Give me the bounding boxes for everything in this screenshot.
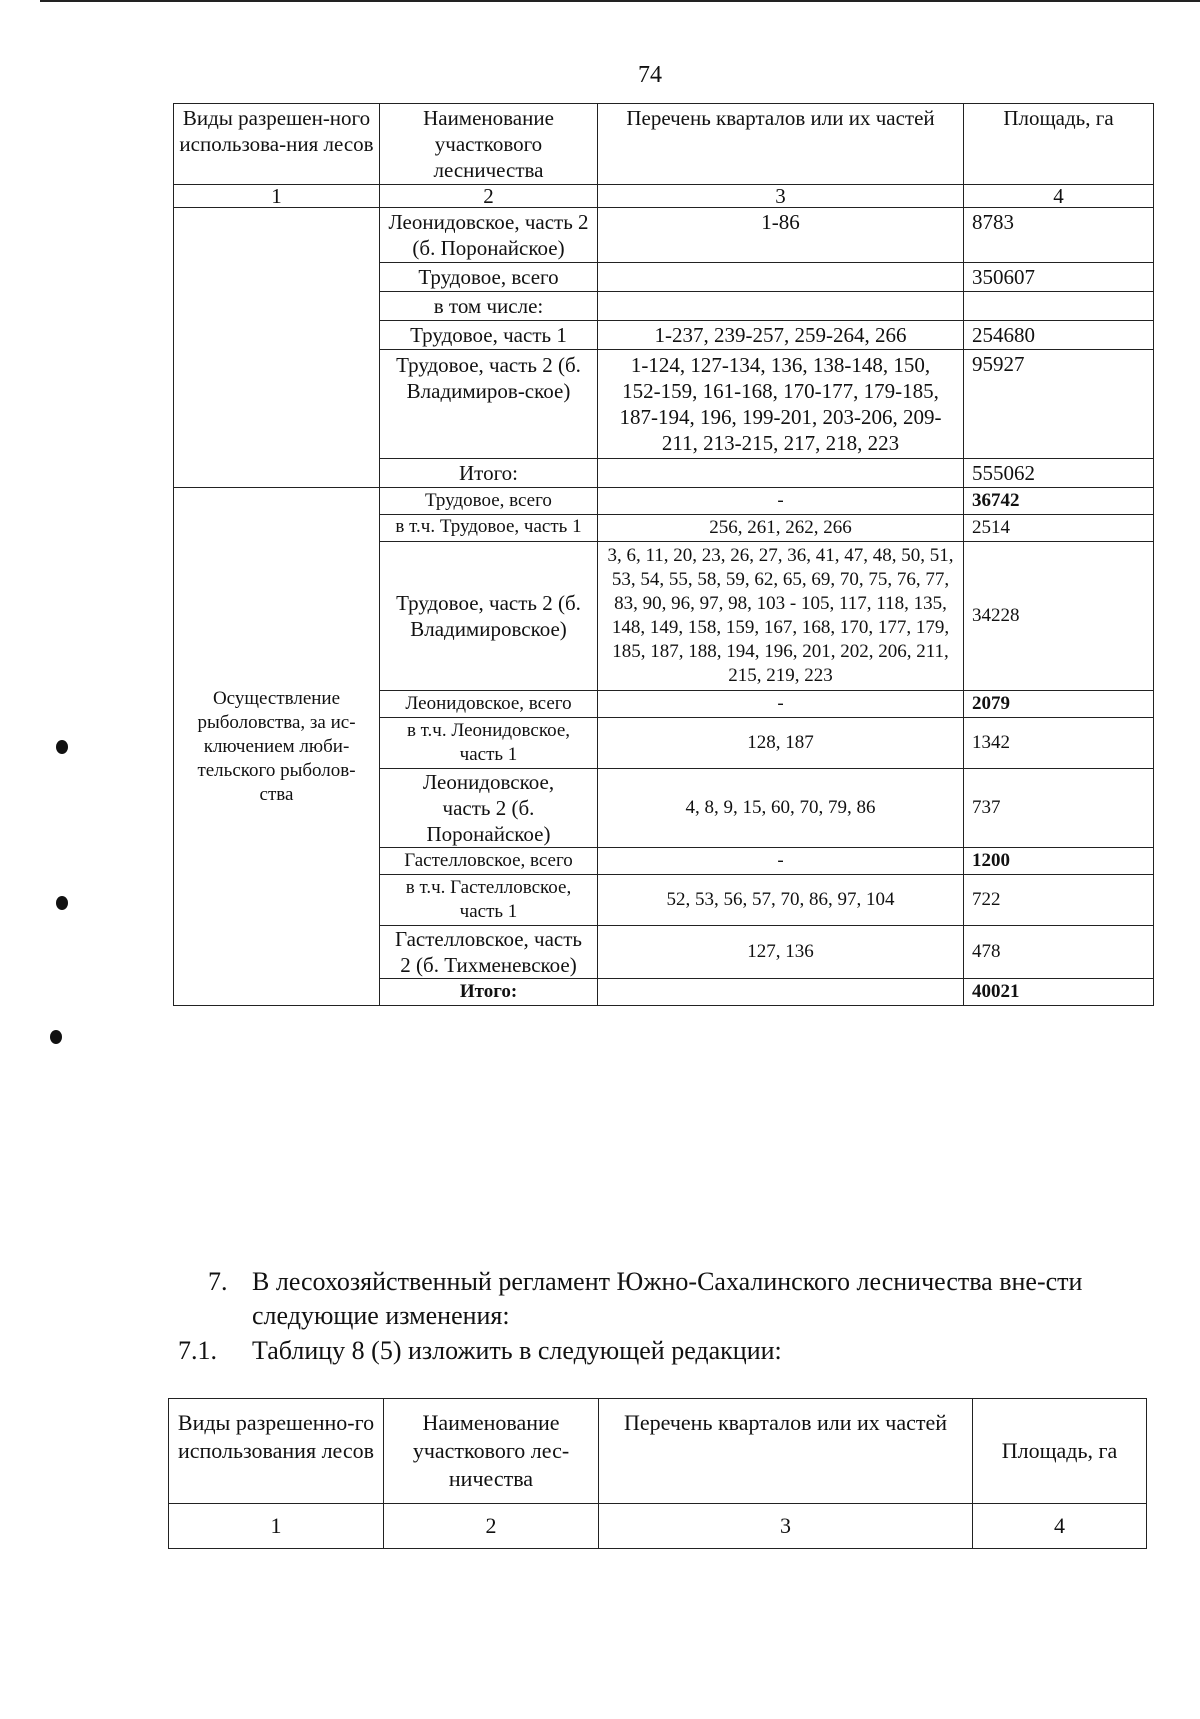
col-number: 4 [964,185,1154,208]
forestry-name: в том числе: [380,292,598,321]
header-area: Площадь, га [973,1399,1147,1504]
header-use-type: Виды разрешен-ного использова-ния лесов [174,104,380,185]
quarters [598,292,964,321]
quarters [598,459,964,488]
col-number: 4 [973,1504,1147,1549]
forestry-name: Гастелловское, всего [380,848,598,875]
col-number: 2 [384,1504,599,1549]
header-quarters: Перечень кварталов или их частей [598,104,964,185]
quarters: 52, 53, 56, 57, 70, 86, 97, 104 [598,875,964,926]
quarters: 127, 136 [598,926,964,979]
header-area: Площадь, га [964,104,1154,185]
forestry-name: Леонидовское, часть 2 (б. Поронайское) [380,208,598,263]
area: 2514 [964,515,1154,542]
area: 478 [964,926,1154,979]
paragraph-7-text: В лесохозяйственный регламент Южно-Сахалинского лесничества вне-сти следующие изменения: [252,1267,1083,1330]
quarters: 3, 6, 11, 20, 23, 26, 27, 36, 41, 47, 48, 50, 51, 53, 54, 55, 58, 59, 62, 65, 69, 70, 75, 76, 77, 83, 90, 96, 97, 98, 103 - 105, 117, 118, 135, 148, 149, 158, 159, 167, 168, 170, 177, 179, 185, 187, 188, 194, 196, 201, 202, 206, 211, 215, 219, 223 [598,542,964,691]
area: 254680 [964,321,1154,350]
quarters: - [598,488,964,515]
area [964,292,1154,321]
page-number: 74 [638,62,662,88]
forestry-name: Трудовое, часть 2 (б. Владимиров-ское) [380,350,598,459]
forestry-name: Леонидовское, всего [380,691,598,718]
col-number: 3 [599,1504,973,1549]
area: 2079 [964,691,1154,718]
quarters: 128, 187 [598,718,964,769]
area: 722 [964,875,1154,926]
forestry-name: Трудовое, часть 1 [380,321,598,350]
forestry-name: Трудовое, часть 2 (б. Владимировское) [380,542,598,691]
forestry-name: Гастелловское, часть 2 (б. Тихменевское) [380,926,598,979]
quarters: 1-124, 127-134, 136, 138-148, 150, 152-159, 161-168, 170-177, 179-185, 187-194, 196, 199-201, 203-206, 209-211, 213-215, 217, 218, 223 [598,350,964,459]
paragraph-7-1 [178,1334,1128,1368]
area: 95927 [964,350,1154,459]
area: 1342 [964,718,1154,769]
col-number: 2 [380,185,598,208]
forestry-name: Трудовое, всего [380,488,598,515]
quarters [598,979,964,1006]
punch-hole-mark [56,896,68,910]
paragraph-7 [208,1265,1128,1333]
top-border-line [40,0,1200,2]
table-header-row [169,1399,1147,1504]
forestry-name: Леонидовское, часть 2 (б. Поронайское) [380,769,598,848]
table-8-5 [168,1398,1147,1549]
quarters: 1-237, 239-257, 259-264, 266 [598,321,964,350]
header-forestry-name: Наименование участкового лесничества [380,104,598,185]
quarters: - [598,691,964,718]
quarters [598,263,964,292]
paragraph-7-number: 7. [208,1267,228,1296]
use-type-cell-empty [174,208,380,488]
area: 36742 [964,488,1154,515]
forestry-name: Итого: [380,459,598,488]
header-forestry-name: Наименование участкового лес-ничества [384,1399,599,1504]
forest-use-table [173,103,1154,1006]
area: 737 [964,769,1154,848]
forestry-name: в т.ч. Леонидовское, часть 1 [380,718,598,769]
punch-hole-mark [56,740,68,754]
use-type-fishing: Осуществление рыболовства, за ис-ключением люби-тельского рыболов-ства [174,488,380,1006]
paragraph-7-1-text: Таблицу 8 (5) изложить в следующей редакции: [252,1336,782,1365]
quarters: 256, 261, 262, 266 [598,515,964,542]
quarters: 1-86 [598,208,964,263]
header-quarters: Перечень кварталов или их частей [599,1399,973,1504]
table-row [174,208,1154,263]
area: 8783 [964,208,1154,263]
col-number: 3 [598,185,964,208]
col-number: 1 [174,185,380,208]
table-row [174,488,1154,515]
quarters: 4, 8, 9, 15, 60, 70, 79, 86 [598,769,964,848]
col-number: 1 [169,1504,384,1549]
quarters: - [598,848,964,875]
area: 40021 [964,979,1154,1006]
punch-hole-mark [50,1030,62,1044]
area: 1200 [964,848,1154,875]
paragraph-7-1-number: 7.1. [178,1336,217,1365]
table-header-row [174,104,1154,185]
forestry-name: Итого: [380,979,598,1006]
area: 34228 [964,542,1154,691]
area: 350607 [964,263,1154,292]
forestry-name: Трудовое, всего [380,263,598,292]
area: 555062 [964,459,1154,488]
column-number-row [169,1504,1147,1549]
forestry-name: в т.ч. Гастелловское, часть 1 [380,875,598,926]
column-number-row [174,185,1154,208]
header-use-type: Виды разрешенно-го использования лесов [169,1399,384,1504]
forestry-name: в т.ч. Трудовое, часть 1 [380,515,598,542]
